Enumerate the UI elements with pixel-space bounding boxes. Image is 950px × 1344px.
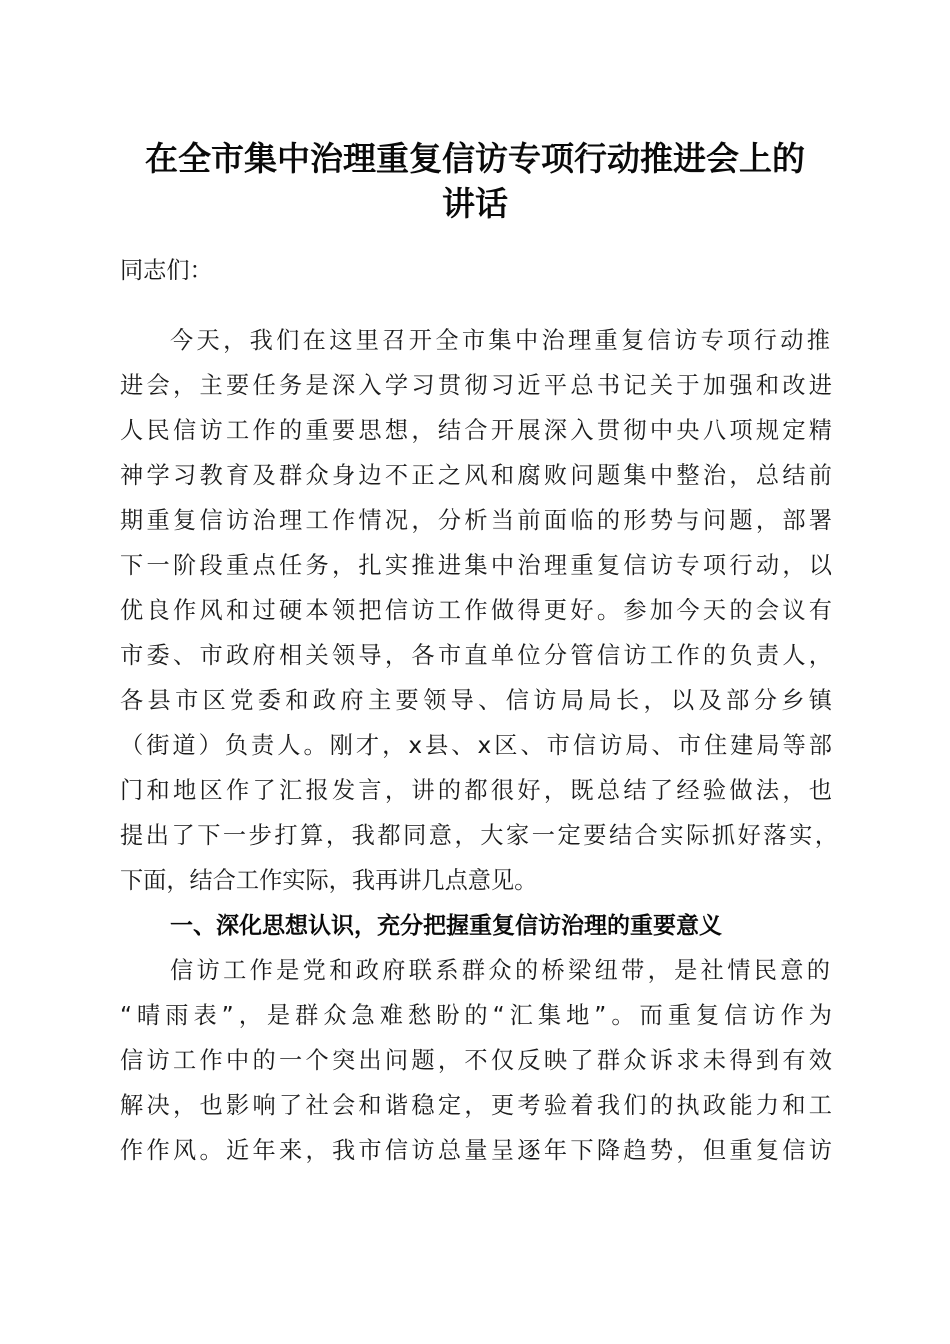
intro-line: 提出了下一步打算，我都同意，大家一定要结合实际抓好落实， (120, 822, 838, 849)
intro-line: 神学习教育及群众身边不正之风和腐败问题集中整治，总结前 (120, 462, 832, 489)
intro-line: 进会，主要任务是深入学习贯彻习近平总书记关于加强和改进 (120, 372, 832, 399)
section-heading: 一、深化思想认识，充分把握重复信访治理的重要意义 (170, 913, 722, 939)
intro-line: （街道）负责人。刚才，x县、x区、市信访局、市住建局等部 (120, 732, 832, 759)
document-title-line-1: 在全市集中治理重复信访专项行动推进会上的 (145, 139, 805, 178)
salutation: 同志们： (120, 257, 213, 284)
intro-line: 门和地区作了汇报发言，讲的都很好，既总结了经验做法，也 (120, 777, 832, 804)
document-title-line-2: 讲话 (442, 184, 508, 223)
intro-line: 下一阶段重点任务，扎实推进集中治理重复信访专项行动，以 (120, 552, 832, 579)
section-line: “晴雨表”，是群众急难愁盼的“汇集地”。而重复信访作为 (120, 1002, 832, 1029)
section-line: 信访工作中的一个突出问题，不仅反映了群众诉求未得到有效 (120, 1047, 832, 1074)
intro-line: 期重复信访治理工作情况，分析当前面临的形势与问题，部署 (120, 507, 832, 534)
intro-line: 各县市区党委和政府主要领导、信访局局长，以及部分乡镇 (120, 687, 832, 714)
section-line: 作作风。近年来，我市信访总量呈逐年下降趋势，但重复信访 (120, 1137, 832, 1164)
intro-line: 优良作风和过硬本领把信访工作做得更好。参加今天的会议有 (120, 597, 832, 624)
intro-line: 今天，我们在这里召开全市集中治理重复信访专项行动推 (170, 327, 830, 354)
section-line: 解决，也影响了社会和谐稳定，更考验着我们的执政能力和工 (120, 1092, 832, 1119)
intro-line: 人民信访工作的重要思想，结合开展深入贯彻中央八项规定精 (120, 417, 832, 444)
section-line: 信访工作是党和政府联系群众的桥梁纽带，是社情民意的 (170, 957, 830, 984)
intro-line: 下面，结合工作实际，我再讲几点意见。 (120, 867, 538, 894)
intro-line: 市委、市政府相关领导，各市直单位分管信访工作的负责人， (120, 642, 832, 669)
